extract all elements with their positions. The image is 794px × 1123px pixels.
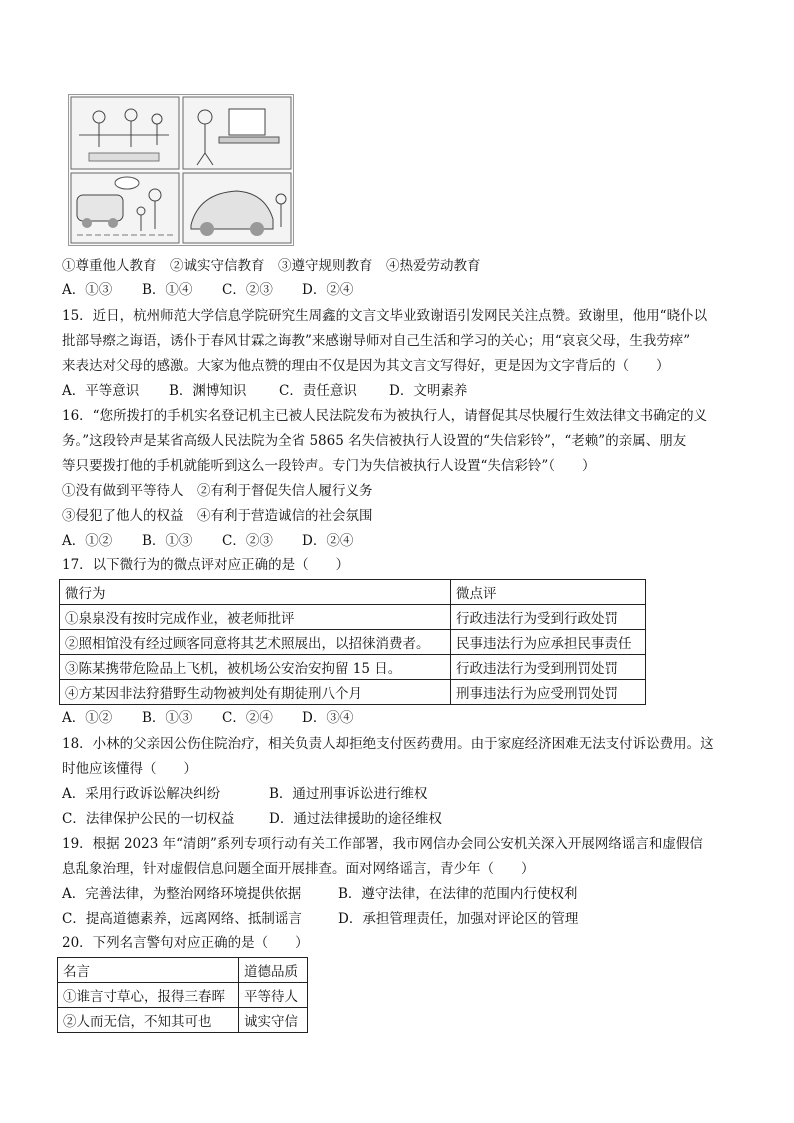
q19-options-row-2	[62, 909, 578, 929]
table-header-cell: 微行为	[60, 580, 451, 605]
q16-option-d: D．②④	[302, 533, 354, 549]
q19-option-a: A．完善法律，为整治网络环境提供依据	[62, 886, 302, 902]
q15-option-d: D．文明素养	[389, 383, 468, 399]
q14-option-d: D．②④	[302, 282, 354, 298]
q19-option-c: C．提高道德素养，远离网络、抵制谣言	[62, 911, 302, 927]
q17-stem: 17．以下微行为的微点评对应正确的是（ ）	[62, 557, 350, 573]
table-row	[60, 655, 646, 680]
q19-stem-line-1: 19．根据 2023 年“清朗”系列专项行动有关工作部署，我市网信办会同公安机关深入开展网络谣言和虚假信	[62, 836, 703, 852]
q14-option-b: B．①④	[142, 282, 193, 298]
q18-stem-line-2: 时他应该懂得（ ）	[62, 761, 197, 777]
table-row	[60, 680, 646, 705]
q15-stem-line-3: 来表达对父母的感激。大家为他点赞的理由不仅是因为其文言文写得好，更是因为文字背后的（ ）	[62, 358, 670, 374]
table-header-cell: 道德品质	[239, 958, 308, 983]
q18-options-row-1	[62, 784, 427, 804]
q15-option-c: C．责任意识	[279, 383, 357, 399]
table-cell: 行政违法行为受到刑罚处罚	[451, 655, 646, 680]
table-cell: ④方某因非法狩猎野生动物被判处有期徒刑八个月	[60, 680, 451, 705]
q19-option-b: B．遵守法律，在法律的范围内行使权利	[338, 886, 578, 902]
q15-stem-line-1: 15．近日，杭州师范大学信息学院研究生周鑫的文言文毕业致谢语引发网民关注点赞。致谢里，他用“晓仆以	[62, 308, 708, 324]
q15-options	[62, 381, 467, 401]
table-header-cell: 微点评	[451, 580, 646, 605]
q17-option-b: B．①③	[142, 710, 193, 726]
table-cell: 诚实守信	[239, 1008, 308, 1033]
table-header-cell: 名言	[58, 958, 239, 983]
q16-stem-line-2: 务。”这段铃声是某省高级人民法院为全省 5865 名失信被执行人设置的“失信彩铃”，“老赖”的亲属、朋友	[62, 433, 687, 449]
q15-stem-line-2: 批部导瘵之诲语，诱仆于春风甘霖之诲教”来感谢导师对自己生活和学习的关心；用“哀哀父母，生我劳瘁”	[62, 333, 691, 349]
q14-choices: ①尊重他人教育 ②诚实守信教育 ③遵守规则教育 ④热爱劳动教育	[62, 258, 481, 274]
q19-stem-line-2: 息乱象治理，针对虚假信息问题全面开展排查。面对网络谣言，青少年（ ）	[62, 861, 535, 877]
comic-illustration	[68, 94, 294, 246]
table-cell: ③陈某携带危险品上飞机，被机场公安治安拘留 15 日。	[60, 655, 451, 680]
q14-options	[62, 280, 353, 300]
q18-option-b: B．通过刑事诉讼进行维权	[269, 786, 428, 802]
table-cell: ①谁言寸草心，报得三春晖	[58, 983, 239, 1008]
q19-option-d: D．承担管理责任，加强对评论区的管理	[338, 911, 579, 927]
q17-option-d: D．③④	[302, 710, 354, 726]
table-row	[60, 605, 646, 630]
table-cell: ②人而无信，不知其可也	[58, 1008, 239, 1033]
q18-option-a: A．采用行政诉讼解决纠纷	[62, 786, 221, 802]
q18-options-row-2	[62, 809, 442, 829]
table-row	[60, 630, 646, 655]
table-row	[58, 983, 308, 1008]
table-row	[58, 1008, 308, 1033]
table-header-row	[60, 580, 646, 605]
table-cell: ①泉泉没有按时完成作业，被老师批评	[60, 605, 451, 630]
q16-option-c: C．②③	[222, 533, 273, 549]
q14-option-a: A．①③	[62, 282, 113, 298]
q18-stem-line-1: 18．小林的父亲因公伤住院治疗，相关负责人却拒绝支付医药费用。由于家庭经济困难无法支付诉讼费用。这	[62, 736, 714, 752]
q15-option-b: B．渊博知识	[169, 383, 247, 399]
q16-option-a: A．①②	[62, 533, 113, 549]
q16-stem-line-1: 16．“您所拨打的手机实名登记机主已被人民法院发布为被执行人，请督促其尽快履行生效法律文书确定的义	[62, 408, 708, 424]
table-cell: 刑事违法行为应受刑罚处罚	[451, 680, 646, 705]
q20-table	[57, 957, 308, 1033]
q20-stem: 20．下列名言警句对应正确的是（ ）	[62, 935, 309, 951]
comic-panels	[69, 95, 293, 245]
q18-option-c: C．法律保护公民的一切权益	[62, 811, 235, 827]
q16-choices-2: ③侵犯了他人的权益 ④有利于营造诚信的社会氛围	[62, 508, 373, 524]
q14-option-c: C．②③	[222, 282, 273, 298]
q17-option-c: C．②④	[222, 710, 273, 726]
table-cell: ②照相馆没有经过顾客同意将其艺术照展出，以招徕消费者。	[60, 630, 451, 655]
q17-option-a: A．①②	[62, 710, 113, 726]
q17-table	[59, 579, 646, 705]
table-header-row	[58, 958, 308, 983]
table-cell: 民事违法行为应承担民事责任	[451, 630, 646, 655]
q19-options-row-1	[62, 884, 577, 904]
table-cell: 平等待人	[239, 983, 308, 1008]
q16-choices-1: ①没有做到平等待人 ②有利于督促失信人履行义务	[62, 483, 373, 499]
q16-options	[62, 531, 353, 551]
q18-option-d: D．通过法律援助的途径维权	[269, 811, 442, 827]
q16-stem-line-3: 等只要拨打他的手机就能听到这么一段铃声。专门为失信被执行人设置“失信彩铃”（ ）	[62, 458, 596, 474]
q15-option-a: A．平等意识	[62, 383, 140, 399]
q16-option-b: B．①③	[142, 533, 193, 549]
table-cell: 行政违法行为受到行政处罚	[451, 605, 646, 630]
q17-options	[62, 708, 353, 728]
